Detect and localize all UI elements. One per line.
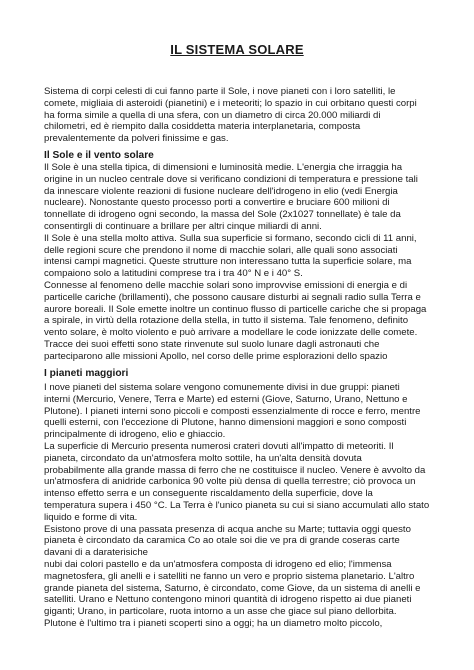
document-title: IL SISTEMA SOLARE [170,42,304,57]
section-heading-sole: Il Sole e il vento solare [44,150,154,161]
section-body-sole: Il Sole è una stella tipica, di dimensioni e luminosità medie. L'energia che irraggia ha origine in un nucleo centrale dove si verificano condizioni di temperatura e pressione tali da innescare violente reazioni di fusione nucleare dell'idrogeno in elio (vedi Energia nucleare). Nonostante questo processo porti a convertire e bruciare 600 milioni di tonnellate di idrogeno ogni secondo, la massa del Sole (2x1027 tonnellate) è tale da consentirgli di continuare a brillare per altri cinque miliardi di anni. Il Sole è una stella molto attiva. Sulla sua superficie si formano, secondo cicli di 11 anni, delle regioni scure che prendono il nome di macchie solari, alle quali sono associati intensi campi magnetici. Queste strutture non interessano tutta la superficie solare, ma compaiono solo a latitudini comprese tra i tra 40° N e i 40° S. Connesse al fenomeno delle macchie solari sono improvvise emissioni di energia e di particelle cariche (brillamenti), che possono causare disturbi ai segnali radio sulla Terra e aurore boreali. Il Sole emette inoltre un continuo flusso di particelle cariche che si propaga a spirale, in virtù della rotazione della stella, in tutto il sistema. Tale fenomeno, definito vento solare, è molto violento e può arrivare a modellare le code ionizzate delle comete. Tracce dei suoi effetti sono state rinvenute sul suolo lunare dagli astronauti che parteciparono alle missioni Apollo, nel corso delle prime esplorazioni dello spazio [44,162,427,362]
intro-paragraph: Sistema di corpi celesti di cui fanno parte il Sole, i nove pianeti con i loro satelliti, le comete, migliaia di asteroidi (pianetini) e i meteoriti; lo spazio in cui orbitano questi corpi ha forma simile a quella di una sfera, con un diametro di circa 20.000 miliardi di chilometri, ed è riempito dalla cosiddetta materia interplanetaria, composta prevalentemente da polveri finissime e gas. [44,86,417,145]
section-body-pianeti: I nove pianeti del sistema solare vengono comunemente divisi in due gruppi: pianeti interni (Mercurio, Venere, Terra e Marte) ed esterni (Giove, Saturno, Urano, Nettuno e Plutone). I pianeti interni sono piccoli e composti essenzialmente di rocce e ferro, mentre quelli esterni, con l'eccezione di Plutone, hanno dimensioni maggiori e sono composti principalmente di idrogeno, elio e ghiaccio. La superficie di Mercurio presenta numerosi crateri dovuti all'impatto di meteoriti. Il pianeta, circondato da un'atmosfera molto sottile, ha un'alta densità dovuta probabilmente alla grande massa di ferro che ne costituisce il nucleo. Venere è avvolto da un'atmosfera di anidride carbonica 90 volte più densa di quella terrestre; ciò provoca un intenso effetto serra e un conseguente riscaldamento della superficie, dove la temperatura supera i 450 °C. La Terra è l'unico pianeta su cui si siano accumulati allo stato liquido e forme di vita. Esistono prove di una passata presenza di acqua anche su Marte; tuttavia oggi questo pianeta è circondato da caramica Co ao otale soi die ve pra di grande coseras carte davani di a daraterisiche nubi dai colori pastello e da un'atmosfera composta di idrogeno ed elio; l'immensa magnetosfera, gli anelli e i satelliti ne fanno un vero e proprio sistema planetario. L'altro grande pianeta del sistema, Saturno, è circondato, come Giove, da un sistema di anelli e satelliti. Urano e Nettuno contengono minori quantità di idrogeno rispetto ai due pianeti giganti; Urano, in particolare, ruota intorno a un asse che giace sul piano dellorbita. Plutone è l'ultimo tra i pianeti scoperti sino a oggi; ha un diametro molto piccolo, [44,382,430,629]
section-heading-pianeti: I pianeti maggiori [44,368,129,379]
